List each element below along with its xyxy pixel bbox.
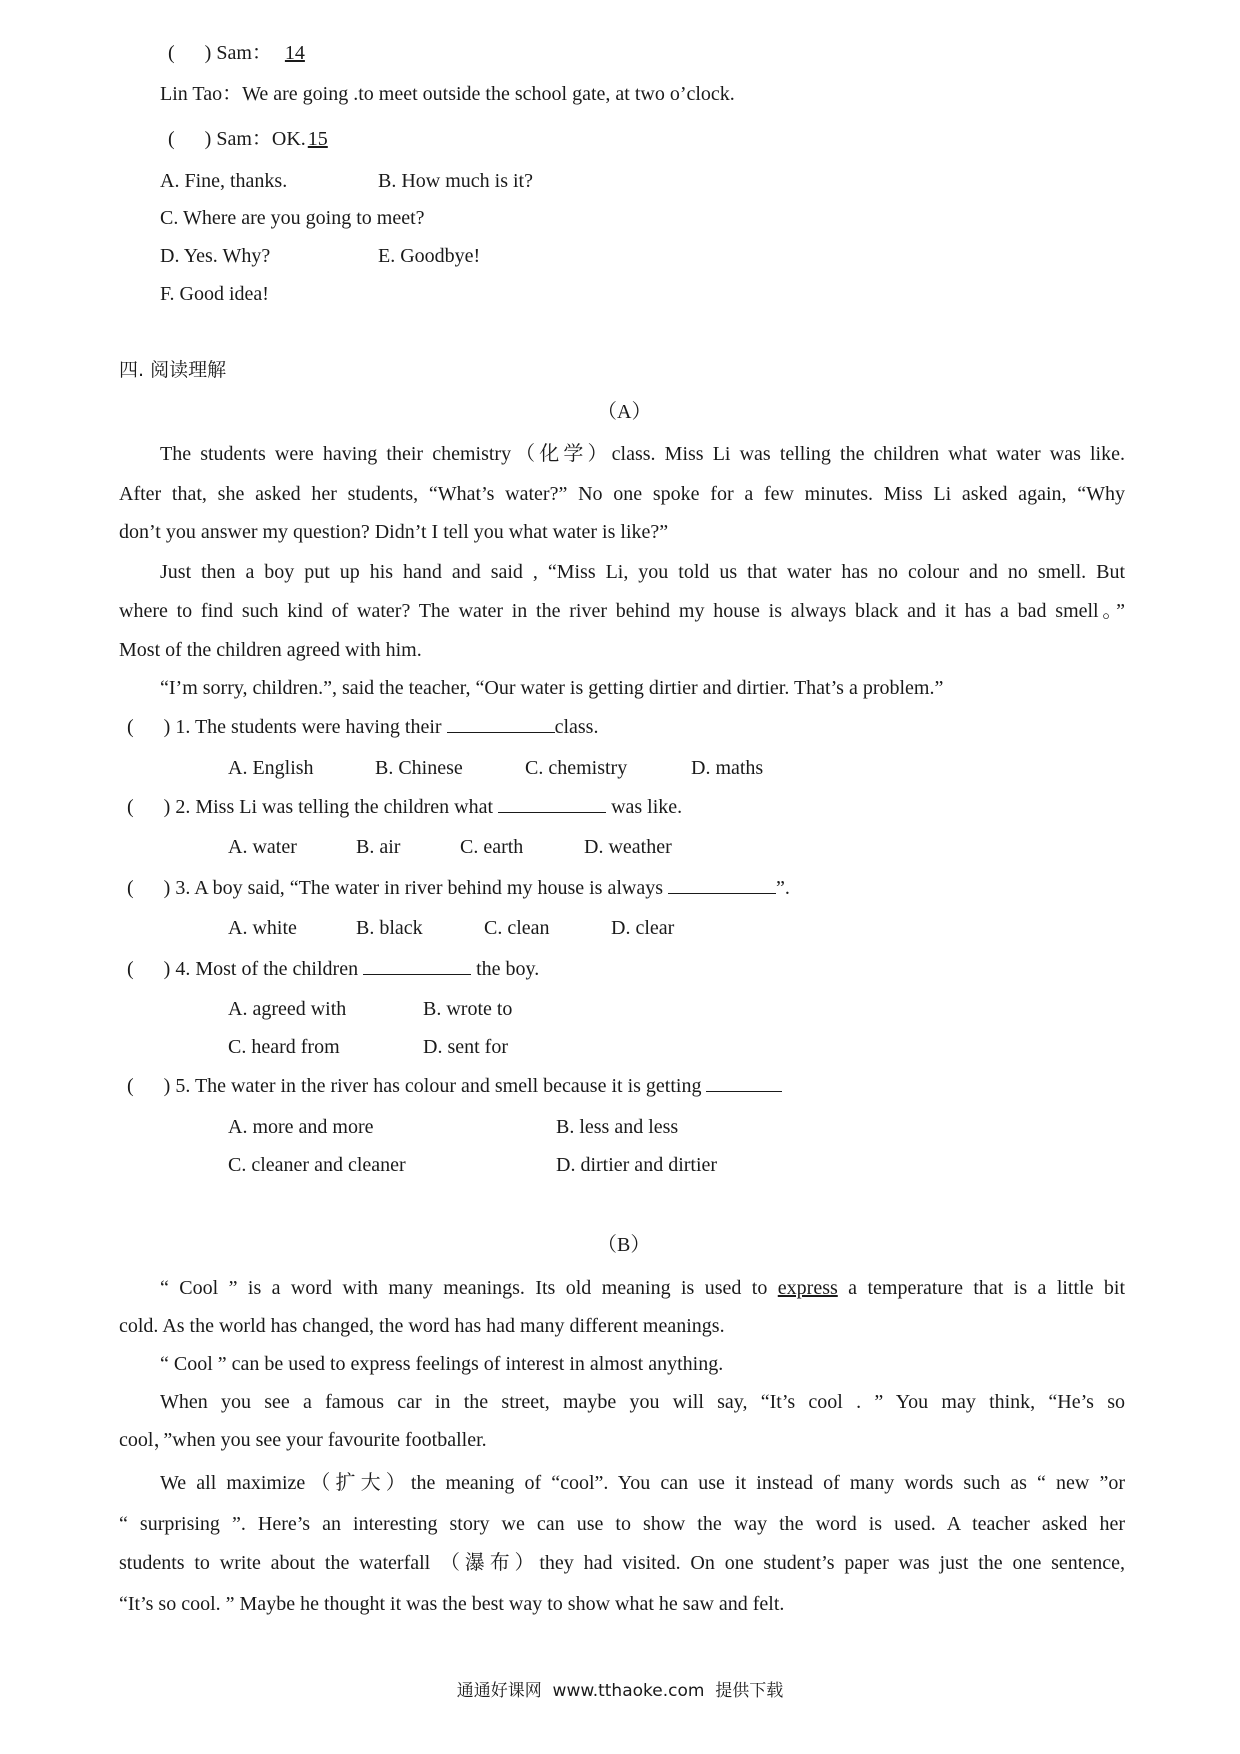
question-3	[127, 875, 790, 901]
dialogue-text: We are going	[242, 83, 354, 105]
question-text-post: was like.	[606, 796, 683, 818]
answer-blank	[447, 714, 555, 733]
question-text-post: class.	[554, 716, 599, 738]
q1-option-d: D. maths	[691, 757, 764, 779]
question-text-post: ”.	[776, 877, 790, 899]
section-heading: 四. 阅读理解	[119, 359, 227, 381]
answer-paren: ( )	[168, 128, 212, 150]
q3-option-d: D. clear	[611, 917, 675, 939]
question-2	[127, 794, 682, 820]
passage-b-label: （B）	[597, 1234, 651, 1256]
dialogue-line-14	[168, 40, 309, 66]
q5-option-b: B. less and less	[556, 1116, 679, 1138]
q4-option-a: A. agreed with	[228, 998, 347, 1020]
q3-option-b: B. black	[356, 917, 423, 939]
passage-a-p2-line3: Most of the children agreed with him.	[119, 639, 422, 661]
question-4	[127, 956, 539, 982]
footer-text: 通通好课网 www.tthaoke.com 提供下载	[456, 1681, 784, 1701]
passage-a-p1-line1: The students were having their chemistry（化学）class. Miss Li was telling the children what water was like.	[160, 443, 1125, 465]
answer-paren: ( )	[127, 716, 171, 738]
q2-option-a: A. water	[228, 836, 297, 858]
q5-option-d: D. dirtier and dirtier	[556, 1154, 718, 1176]
answer-blank	[706, 1073, 782, 1092]
passage-a-p3: “I’m sorry, children.”, said the teacher, “Our water is getting dirtier and dirtier. That’s a problem.”	[160, 677, 944, 699]
passage-b-p2: “ Cool ” can be used to express feelings of interest in almost anything.	[160, 1353, 724, 1375]
dialogue-line-15	[168, 126, 332, 152]
speaker: Lin Tao：	[160, 83, 243, 105]
q1-option-c: C. chemistry	[525, 757, 628, 779]
question-5	[127, 1073, 782, 1099]
speaker: Sam：	[216, 42, 272, 64]
passage-a-label: （A）	[597, 401, 652, 423]
question-1	[127, 714, 598, 740]
passage-b-p4-line4: “It’s so cool. ” Maybe he thought it was the best way to show what he saw and felt.	[119, 1593, 785, 1615]
q1-option-a: A. English	[228, 757, 314, 779]
option-d: D. Yes. Why?	[160, 245, 271, 267]
passage-b-p4-line3: students to write about the waterfall （瀑布）they had visited. On one student’s paper was just the one sentence,	[119, 1552, 1125, 1574]
passage-b-p1-line1	[160, 1275, 1125, 1301]
question-text: 3. A boy said, “The water in river behind my house is always	[175, 877, 669, 899]
option-f: F. Good idea!	[160, 283, 269, 305]
answer-paren: ( )	[168, 42, 212, 64]
passage-a-p2-line2: where to find such kind of water? The water in the river behind my house is always black and it has a bad smell。”	[119, 600, 1125, 622]
q5-option-c: C. cleaner and cleaner	[228, 1154, 406, 1176]
passage-b-p3-line1: When you see a famous car in the street, maybe you will say, “It’s cool . ” You may think, “He’s so	[160, 1391, 1125, 1413]
q2-option-d: D. weather	[584, 836, 672, 858]
question-text: 1. The students were having their	[175, 716, 447, 738]
blank-number: 14	[284, 42, 305, 64]
passage-b-p4-line2: “ surprising ”. Here’s an interesting story we can use to show the way the word is used. A teacher asked her	[119, 1513, 1125, 1535]
q4-option-d: D. sent for	[423, 1036, 508, 1058]
dialogue-text: OK.	[271, 128, 306, 150]
question-text-post: the boy.	[471, 958, 540, 980]
q3-option-c: C. clean	[484, 917, 550, 939]
passage-a-p1-line3: don’t you answer my question? Didn’t I tell you what water is like?”	[119, 521, 669, 543]
option-b: B. How much is it?	[378, 170, 533, 192]
answer-blank	[363, 956, 471, 975]
q2-option-c: C. earth	[460, 836, 524, 858]
answer-paren: ( )	[127, 796, 171, 818]
dialogue-line-lintao	[160, 81, 735, 107]
answer-paren: ( )	[127, 877, 171, 899]
dialogue-text-2: .to meet outside the school gate, at two o’clock.	[353, 83, 735, 105]
option-a: A. Fine, thanks.	[160, 170, 288, 192]
speaker: Sam：	[216, 128, 272, 150]
option-e: E. Goodbye!	[378, 245, 481, 267]
question-text: 5. The water in the river has colour and smell because it is getting	[175, 1075, 707, 1097]
answer-paren: ( )	[127, 958, 171, 980]
passage-b-p1-text: “ Cool ” is a word with many meanings. Its old meaning is used to	[160, 1277, 778, 1299]
option-c: C. Where are you going to meet?	[160, 207, 425, 229]
question-text: 2. Miss Li was telling the children what	[175, 796, 499, 818]
passage-a-p1-line2: After that, she asked her students, “What’s water?” No one spoke for a few minutes. Miss Li asked again, “Why	[119, 483, 1125, 505]
blank-number: 15	[307, 128, 328, 150]
answer-blank	[498, 794, 606, 813]
q4-option-b: B. wrote to	[423, 998, 513, 1020]
passage-b-p1-line2: cold. As the world has changed, the word has had many different meanings.	[119, 1315, 725, 1337]
answer-blank	[668, 875, 776, 894]
q3-option-a: A. white	[228, 917, 297, 939]
passage-a-p2-line1: Just then a boy put up his hand and said , “Miss Li, you told us that water has no colour and no smell. But	[160, 561, 1125, 583]
q4-option-c: C. heard from	[228, 1036, 340, 1058]
question-text: 4. Most of the children	[175, 958, 364, 980]
underlined-word: express	[777, 1277, 838, 1299]
q2-option-b: B. air	[356, 836, 401, 858]
passage-b-p4-line1: We all maximize（扩大）the meaning of “cool”. You can use it instead of many words such as “ new ”or	[160, 1472, 1125, 1494]
q5-option-a: A. more and more	[228, 1116, 374, 1138]
passage-b-p1-text-2: a temperature that is a little bit	[837, 1277, 1126, 1299]
passage-b-p3-line2: cool，”when you see your favourite footballer.	[119, 1429, 487, 1451]
answer-paren: ( )	[127, 1075, 171, 1097]
q1-option-b: B. Chinese	[375, 757, 463, 779]
